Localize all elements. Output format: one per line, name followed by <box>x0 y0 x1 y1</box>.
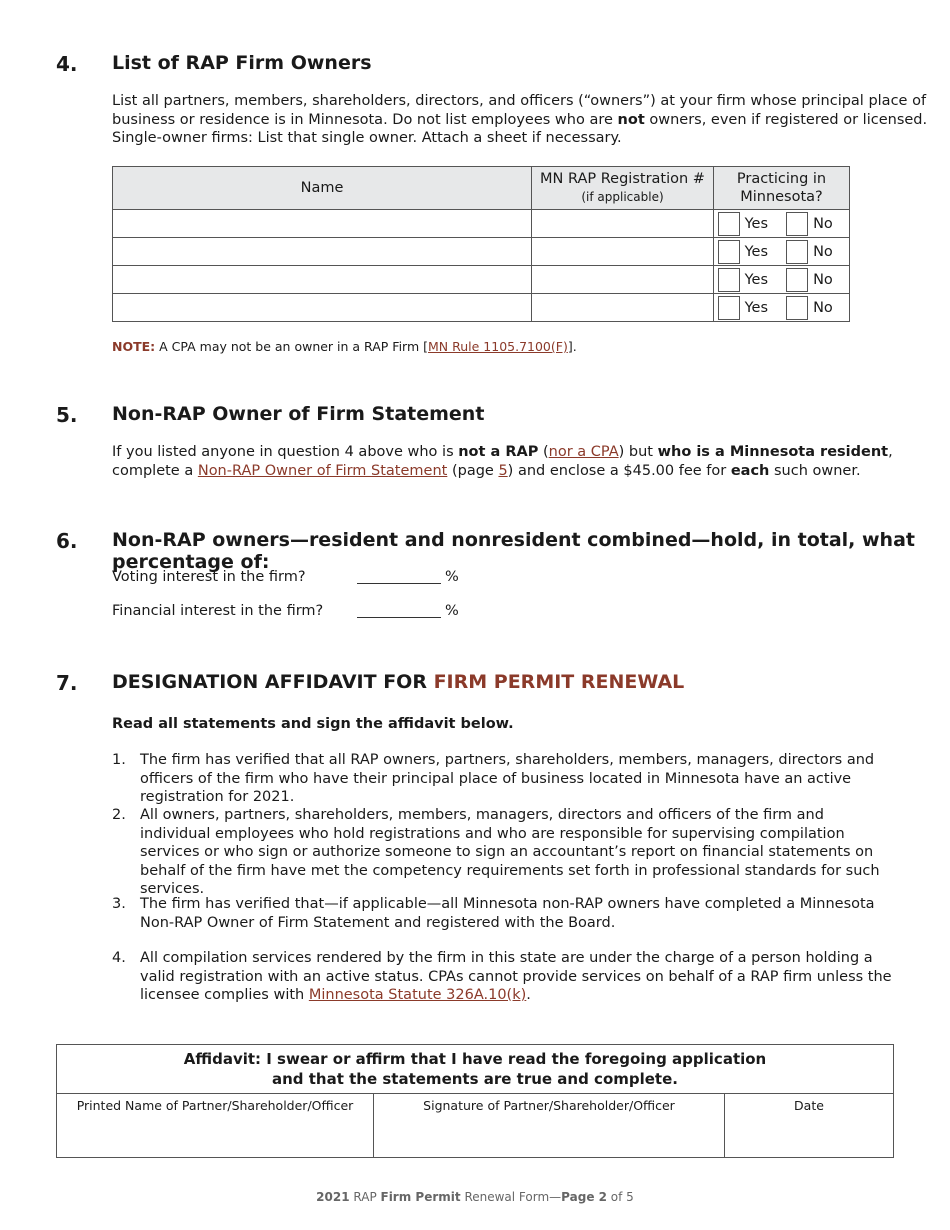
column-name-label: Name <box>300 180 344 196</box>
no-label: No <box>813 243 833 260</box>
yes-label: Yes <box>744 299 769 316</box>
yes-checkbox[interactable] <box>718 296 740 320</box>
table-row <box>113 210 850 238</box>
text-bold: not a RAP <box>458 444 539 460</box>
footer-text-bold: Firm Permit <box>380 1190 461 1204</box>
no-checkbox[interactable] <box>786 296 808 320</box>
page-footer <box>0 1190 950 1204</box>
table-row <box>113 294 850 322</box>
section-7-number: 7. <box>56 671 78 695</box>
footer-text: RAP <box>349 1190 381 1204</box>
text-segment: owners, even if registered or licensed. <box>644 111 928 128</box>
item-text: All owners, partners, shareholders, members, managers, directors and officers of the firm and individual employees who hold registrations and who are responsible for supervising compilation services or who sign or authorize someone to sign an accountant’s report on financial statements on behalf of the firm have met the competency requirements set forth in professional standards for such services. <box>140 807 880 897</box>
text-segment: . <box>526 987 531 1003</box>
registration-number-cell[interactable] <box>532 210 714 238</box>
no-label: No <box>813 271 833 288</box>
section-4-number: 4. <box>56 52 78 76</box>
registration-number-cell[interactable] <box>532 238 714 266</box>
text-segment: ) and enclose a $45.00 fee for <box>507 462 731 479</box>
section-4-title: List of RAP Firm Owners <box>112 52 372 74</box>
text-segment: complete a <box>112 462 198 479</box>
column-practicing-label-2: Minnesota? <box>740 189 823 205</box>
affidavit-instructions: Read all statements and sign the affidavit below. <box>112 716 514 732</box>
voting-percent-sign: % <box>445 569 459 585</box>
owner-name-cell[interactable] <box>113 210 532 238</box>
signature-field[interactable] <box>374 1094 725 1158</box>
no-label: No <box>813 215 833 232</box>
non-rap-statement-link[interactable]: Non-RAP Owner of Firm Statement <box>197 462 448 479</box>
voting-interest-label: Voting interest in the firm? <box>112 569 306 585</box>
financial-interest-label: Financial interest in the firm? <box>112 603 324 619</box>
text-segment: , <box>888 444 893 460</box>
footer-text: Renewal Form— <box>460 1190 562 1204</box>
printed-name-label: Printed Name of Partner/Shareholder/Officer <box>76 1098 354 1113</box>
list-item <box>112 949 892 1005</box>
printed-name-field[interactable] <box>57 1094 374 1158</box>
section-5-line-1 <box>112 443 893 462</box>
no-checkbox[interactable] <box>786 212 808 236</box>
text-bold: not <box>617 111 645 128</box>
item-number: 3. <box>112 896 126 912</box>
list-item <box>112 895 892 932</box>
footer-page: Page 2 <box>561 1190 607 1204</box>
text-segment: ) but <box>618 444 658 460</box>
table-row <box>113 238 850 266</box>
list-item <box>112 806 892 899</box>
page-5-link[interactable]: 5 <box>498 462 508 479</box>
instructions-line-3: Single-owner firms: List that single owner. Attach a sheet if necessary. <box>112 130 622 146</box>
registration-number-cell[interactable] <box>532 294 714 322</box>
nor-a-cpa-link[interactable]: nor a CPA <box>548 444 619 460</box>
owner-name-cell[interactable] <box>113 294 532 322</box>
section-6-title: Non-RAP owners—resident and nonresident combined—hold, in total, what percentage of: <box>112 529 915 573</box>
instructions-line-2 <box>112 111 927 130</box>
item-number: 2. <box>112 807 126 823</box>
column-practicing-label-1: Practicing in <box>736 171 827 187</box>
item-text: The firm has verified that all RAP owners, partners, shareholders, members, managers, directors and officers of the firm who have their principal place of business located in Minnesota have an active registration for 2021. <box>140 752 875 805</box>
footer-year: 2021 <box>316 1190 350 1204</box>
text-segment: (page <box>447 462 499 479</box>
practicing-cell <box>714 294 850 322</box>
text-bold: who is a Minnesota resident <box>657 444 889 460</box>
title-part-2: FIRM PERMIT RENEWAL <box>433 671 685 693</box>
affidavit-table <box>56 1044 894 1158</box>
cpa-owner-note <box>112 339 577 354</box>
yes-checkbox[interactable] <box>718 212 740 236</box>
text-segment: business or residence is in Minnesota. Do not list employees who are <box>112 111 618 128</box>
column-practicing-header <box>714 167 850 210</box>
column-registration-header <box>532 167 714 210</box>
owner-name-cell[interactable] <box>113 266 532 294</box>
affidavit-line-2: and that the statements are true and complete. <box>272 1070 678 1088</box>
section-5-title: Non-RAP Owner of Firm Statement <box>112 403 485 425</box>
no-label: No <box>813 299 833 316</box>
text-segment: ( <box>538 444 549 460</box>
text-segment: If you listed anyone in question 4 above who is <box>112 444 459 460</box>
owners-table-header <box>113 167 850 210</box>
section-5-text <box>112 443 893 480</box>
date-field[interactable] <box>725 1094 894 1158</box>
date-label: Date <box>794 1098 824 1113</box>
table-row <box>113 266 850 294</box>
section-7-title <box>112 671 684 693</box>
column-name-header <box>113 167 532 210</box>
list-item <box>112 751 892 807</box>
section-5-line-2 <box>112 462 893 481</box>
text-bold: each <box>730 462 770 479</box>
registration-number-cell[interactable] <box>532 266 714 294</box>
note-text: A CPA may not be an owner in a RAP Firm [ <box>155 339 428 354</box>
item-text: The firm has verified that—if applicable—all Minnesota non-RAP owners have completed a Minnesota Non-RAP Owner of Firm Statement and registered with the Board. <box>140 896 875 931</box>
item-number: 1. <box>112 752 126 768</box>
column-registration-sublabel: (if applicable) <box>581 190 664 204</box>
instructions-line-1: List all partners, members, shareholders, directors, and officers (“owners”) at your firm whose principal place of <box>112 93 927 109</box>
practicing-cell <box>714 238 850 266</box>
note-end: ]. <box>567 339 577 354</box>
section-4-instructions <box>112 92 927 148</box>
no-checkbox[interactable] <box>786 240 808 264</box>
note-label: NOTE: <box>112 339 156 354</box>
minnesota-statute-link[interactable]: Minnesota Statute 326A.10(k) <box>308 987 527 1003</box>
no-checkbox[interactable] <box>786 268 808 292</box>
affidavit-line-1: Affidavit: I swear or affirm that I have read the foregoing application <box>183 1050 767 1068</box>
yes-checkbox[interactable] <box>718 268 740 292</box>
yes-label: Yes <box>744 243 769 260</box>
voting-interest-field[interactable] <box>357 583 441 584</box>
text-segment: All compilation services rendered by the firm in this state are under the charge of a person holding a valid registration with an active status. CPAs cannot provide services on behalf of a RAP firm unless the licensee complies with <box>140 950 892 1003</box>
column-registration-label: MN RAP Registration # <box>540 171 705 187</box>
title-part-1: DESIGNATION AFFIDAVIT FOR <box>112 671 434 693</box>
item-text <box>140 949 892 1005</box>
signature-label: Signature of Partner/Shareholder/Officer <box>423 1098 675 1113</box>
owners-table <box>112 166 850 322</box>
financial-percent-sign: % <box>445 603 459 619</box>
practicing-cell <box>714 266 850 294</box>
practicing-cell <box>714 210 850 238</box>
section-5-number: 5. <box>56 403 78 427</box>
yes-checkbox[interactable] <box>718 240 740 264</box>
item-number: 4. <box>112 950 126 966</box>
financial-interest-field[interactable] <box>357 617 441 618</box>
owner-name-cell[interactable] <box>113 238 532 266</box>
affidavit-statement <box>57 1045 894 1094</box>
yes-label: Yes <box>744 271 769 288</box>
footer-text: of 5 <box>606 1190 634 1204</box>
mn-rule-link[interactable]: MN Rule 1105.7100(F) <box>428 339 568 354</box>
section-6-number: 6. <box>56 529 78 553</box>
text-segment: such owner. <box>769 462 861 479</box>
yes-label: Yes <box>744 215 769 232</box>
